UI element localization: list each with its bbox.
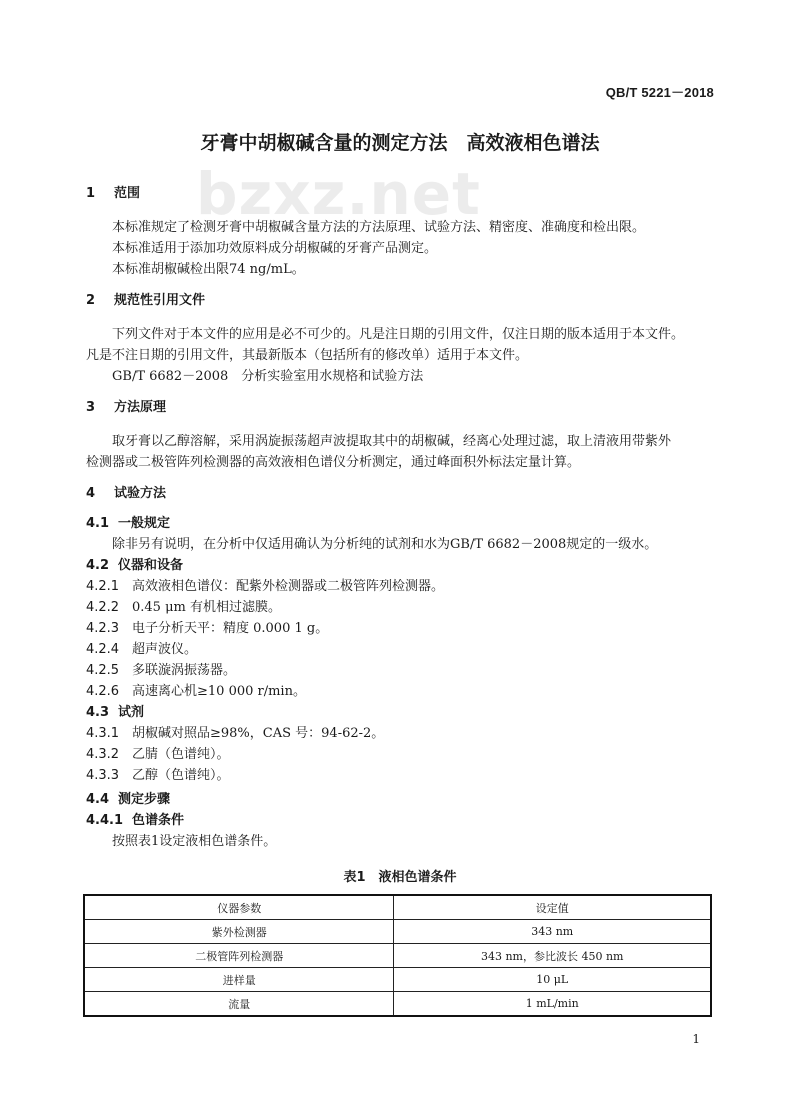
paragraph: 本标准胡椒碱检出限74 ng/mL。 [112, 262, 305, 277]
section-title: 仪器和设备 [118, 558, 184, 573]
table-cell: 1 mL/min [394, 992, 711, 1017]
table-cell: 紫外检测器 [84, 920, 394, 944]
section-title: 色谱条件 [132, 813, 185, 828]
table-row [84, 944, 711, 968]
section-number: 4.3 [86, 705, 110, 720]
table-cell: 进样量 [84, 968, 394, 992]
item-number: 4.3.3 [86, 768, 120, 783]
list-item [86, 641, 197, 659]
table-row [84, 968, 711, 992]
item-number: 4.2.3 [86, 621, 120, 636]
paragraph: 检测器或二极管阵列检测器的高效液相色谱仪分析测定，通过峰面积外标法定量计算。 [86, 455, 581, 470]
item-number: 4.2.4 [86, 642, 120, 657]
list-item [86, 767, 230, 785]
section-2-heading [86, 292, 205, 310]
item-text: 乙醇（色谱纯）。 [132, 768, 230, 783]
list-item [86, 578, 444, 596]
paragraph: 本标准适用于添加功效原料成分胡椒碱的牙膏产品测定。 [112, 241, 438, 256]
section-number: 4.1 [86, 516, 110, 531]
paragraph: 下列文件对于本文件的应用是必不可少的。凡是注日期的引用文件，仅注日期的版本适用于本文件。 [112, 327, 685, 342]
section-title: 一般规定 [118, 516, 171, 531]
section-title: 范围 [114, 186, 141, 201]
paragraph: 按照表1设定液相色谱条件。 [112, 834, 277, 849]
item-text: 高效液相色谱仪：配紫外检测器或二极管阵列检测器。 [132, 579, 445, 594]
section-number: 4.4.1 [86, 813, 124, 828]
section-title: 测定步骤 [118, 792, 171, 807]
item-number: 4.2.2 [86, 600, 120, 615]
paragraph: 取牙膏以乙醇溶解，采用涡旋振荡超声波提取其中的胡椒碱，经离心处理过滤，取上清液用带紫外 [112, 434, 672, 449]
section-1-heading [86, 185, 140, 203]
section-title: 试剂 [118, 705, 145, 720]
table-caption: 表1 液相色谱条件 [343, 870, 457, 885]
table-header-cell: 设定值 [394, 895, 711, 920]
item-number: 4.3.2 [86, 747, 120, 762]
table-header-cell: 仪器参数 [84, 895, 394, 920]
section-title: 规范性引用文件 [114, 293, 206, 308]
section-4-1-heading [86, 515, 170, 533]
section-title: 方法原理 [114, 400, 167, 415]
paragraph: 凡是不注日期的引用文件，其最新版本（包括所有的修改单）适用于本文件。 [86, 348, 529, 363]
section-3-heading [86, 399, 166, 417]
item-text: 高速离心机≥10 000 r/min。 [132, 684, 306, 699]
item-text: 胡椒碱对照品≥98%，CAS 号：94-62-2。 [132, 726, 385, 741]
section-number: 1 [86, 186, 96, 201]
table-cell: 10 μL [394, 968, 711, 992]
section-4-4-heading [86, 791, 170, 809]
section-4-4-1-heading [86, 812, 184, 830]
table-header-row [84, 895, 711, 920]
paragraph: 本标准规定了检测牙膏中胡椒碱含量方法的方法原理、试验方法、精密度、准确度和检出限。 [112, 220, 646, 235]
section-4-heading [86, 485, 166, 503]
list-item [86, 662, 236, 680]
list-item [86, 746, 230, 764]
item-text: 乙腈（色谱纯）。 [132, 747, 230, 762]
table-cell: 二极管阵列检测器 [84, 944, 394, 968]
list-item [86, 683, 306, 701]
watermark: bzxz.net [196, 160, 481, 228]
list-item [86, 620, 328, 638]
table-cell: 流量 [84, 992, 394, 1017]
section-number: 4.4 [86, 792, 110, 807]
section-title: 试验方法 [114, 486, 167, 501]
normative-reference: GB/T 6682－2008 分析实验室用水规格和试验方法 [112, 369, 424, 384]
table-cell: 343 nm，参比波长 450 nm [394, 944, 711, 968]
section-number: 3 [86, 400, 96, 415]
item-number: 4.2.5 [86, 663, 120, 678]
table-row [84, 920, 711, 944]
chromatography-conditions-table [83, 894, 712, 1017]
table-row [84, 992, 711, 1017]
list-item [86, 599, 281, 617]
section-number: 4 [86, 486, 96, 501]
item-text: 电子分析天平：精度 0.000 1 g。 [132, 621, 329, 636]
standard-number: QB/T 5221－2018 [605, 85, 714, 100]
section-number: 4.2 [86, 558, 110, 573]
item-number: 4.3.1 [86, 726, 120, 741]
item-number: 4.2.1 [86, 579, 120, 594]
paragraph: 除非另有说明，在分析中仅适用确认为分析纯的试剂和水为GB/T 6682－2008规定的一级水。 [112, 537, 658, 552]
item-text: 超声波仪。 [132, 642, 198, 657]
item-number: 4.2.6 [86, 684, 120, 699]
list-item [86, 725, 384, 743]
table-cell: 343 nm [394, 920, 711, 944]
document-title: 牙膏中胡椒碱含量的测定方法 高效液相色谱法 [200, 132, 600, 154]
section-4-3-heading [86, 704, 144, 722]
section-number: 2 [86, 293, 96, 308]
section-4-2-heading [86, 557, 183, 575]
item-text: 0.45 μm 有机相过滤膜。 [132, 600, 281, 615]
page-number: 1 [692, 1032, 700, 1046]
item-text: 多联漩涡振荡器。 [132, 663, 237, 678]
